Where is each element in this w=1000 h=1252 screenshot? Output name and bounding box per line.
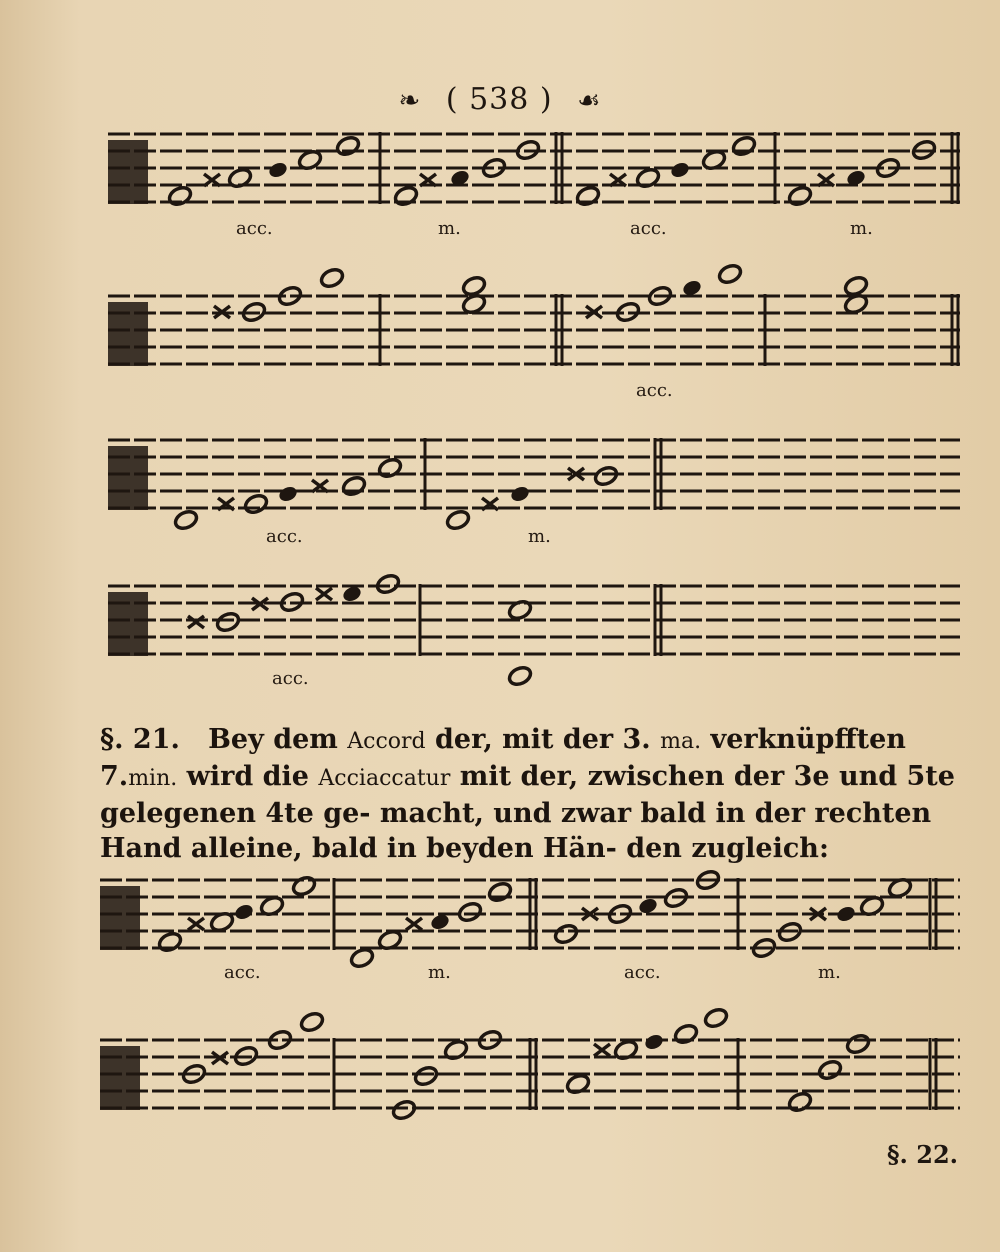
whole-note-icon: [413, 1065, 439, 1088]
text-run: macht, und zwar bald in der rechten Hand alleine, bald in beyden Hän-: [100, 798, 932, 864]
whole-note-icon: [341, 475, 367, 498]
label-m: m.: [438, 218, 461, 239]
clef-icon: [108, 446, 148, 510]
whole-note-icon: [817, 1059, 843, 1082]
section-number: §. 21.: [100, 724, 180, 755]
clef-icon: [100, 886, 140, 950]
text-run: verknüpfften 7.: [100, 724, 906, 792]
text-run-roman: ma.: [660, 729, 702, 754]
text-run: wird die: [186, 761, 309, 792]
whole-note-icon: [445, 509, 471, 532]
whole-note-icon: [593, 465, 619, 488]
whole-note-icon: [335, 135, 361, 158]
catchword: §. 22.: [886, 1140, 958, 1169]
text-run: Bey dem: [208, 724, 338, 755]
whole-note-icon: [487, 881, 513, 904]
label-acc: acc.: [272, 668, 309, 689]
accidental-icon: [406, 918, 422, 930]
clef-icon: [108, 592, 148, 656]
label-acc: acc.: [636, 380, 673, 401]
whole-note-icon: [703, 1007, 729, 1030]
filled-note-icon: [669, 160, 691, 179]
whole-note-icon: [267, 1029, 293, 1052]
whole-note-icon: [457, 901, 483, 924]
whole-note-icon: [845, 1033, 871, 1056]
filled-note-icon: [835, 904, 857, 923]
label-m: m.: [850, 218, 873, 239]
whole-note-icon: [717, 263, 743, 286]
filled-note-icon: [509, 484, 531, 503]
whole-note-icon: [215, 611, 241, 634]
filled-note-icon: [643, 1032, 665, 1051]
whole-note-icon: [319, 267, 345, 290]
label-acc: acc.: [236, 218, 273, 239]
whole-note-icon: [787, 185, 813, 208]
whole-note-icon: [349, 947, 375, 970]
accidental-icon: [316, 588, 332, 600]
text-run-roman: Accord: [347, 729, 426, 754]
label-m: m.: [528, 526, 551, 547]
accidental-icon: [188, 616, 204, 628]
whole-note-icon: [377, 457, 403, 480]
whole-note-icon: [167, 185, 193, 208]
ornament-left-icon: ❧: [398, 86, 422, 116]
label-acc: acc.: [266, 526, 303, 547]
text-run: den zugleich:: [626, 833, 829, 864]
label-acc: acc.: [624, 962, 661, 983]
accidental-icon: [188, 918, 204, 930]
label-acc: acc.: [630, 218, 667, 239]
whole-note-icon: [575, 185, 601, 208]
whole-note-icon: [843, 275, 869, 298]
clef-icon: [108, 302, 148, 366]
whole-note-icon: [391, 1099, 417, 1122]
whole-note-icon: [375, 573, 401, 596]
text-run: der, mit der 3.: [435, 724, 651, 755]
whole-note-icon: [173, 509, 199, 532]
whole-note-icon: [157, 931, 183, 954]
filled-note-icon: [267, 160, 289, 179]
text-run-roman: Acciaccatur: [318, 766, 451, 791]
whole-note-icon: [299, 1011, 325, 1034]
label-m: m.: [818, 962, 841, 983]
whole-note-icon: [243, 493, 269, 516]
clef-icon: [108, 140, 148, 204]
accidental-icon: [594, 1044, 610, 1056]
body-paragraph: [100, 722, 960, 866]
ornament-right-icon: ☙: [577, 86, 602, 116]
text-run-roman: min.: [128, 766, 178, 791]
label-m: m.: [428, 962, 451, 983]
whole-note-icon: [291, 875, 317, 898]
whole-note-icon: [461, 275, 487, 298]
whole-note-icon: [731, 135, 757, 158]
page-number: ( 538 ): [445, 82, 553, 117]
filled-note-icon: [277, 484, 299, 503]
whole-note-icon: [507, 665, 533, 688]
whole-note-icon: [673, 1023, 699, 1046]
clef-icon: [100, 1046, 140, 1110]
filled-note-icon: [233, 902, 255, 921]
label-acc: acc.: [224, 962, 261, 983]
whole-note-icon: [553, 923, 579, 946]
whole-note-icon: [393, 185, 419, 208]
text-run: mit der, zwischen der 3e und 5te gelegenen 4te ge-: [100, 761, 955, 829]
whole-note-icon: [787, 1091, 813, 1114]
